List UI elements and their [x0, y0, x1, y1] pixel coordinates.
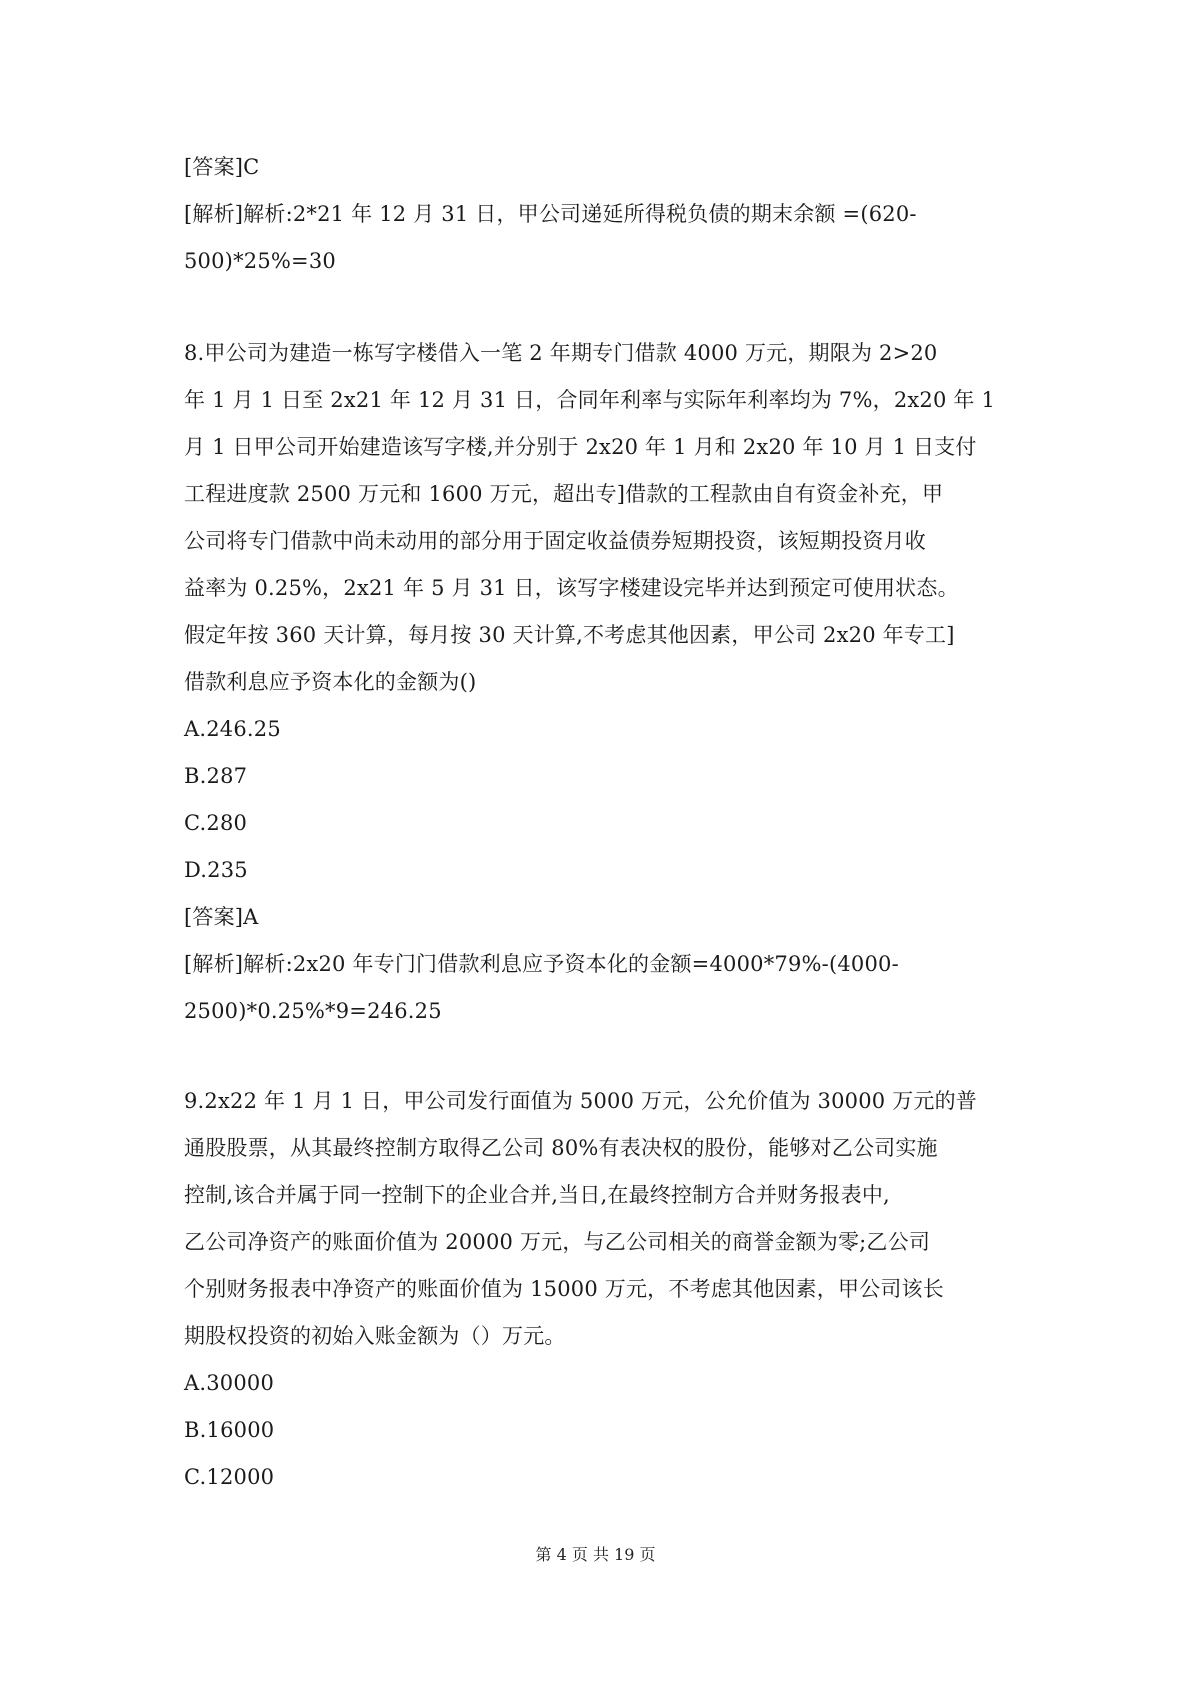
question-8-line: B.287: [184, 764, 248, 788]
question-8-line: 工程进度款 2500 万元和 1600 万元，超出专]借款的工程款由自有资金补充，甲: [184, 482, 944, 506]
question-8-line: C.280: [184, 811, 248, 835]
question-8-line: 8.甲公司为建造一栋写字楼借入一笔 2 年期专门借款 4000 万元，期限为 2>20: [184, 341, 938, 365]
question-9: [184, 1078, 1014, 1501]
q7-answer-block: [184, 144, 1014, 285]
question-9-line: 9.2x22 年 1 月 1 日，甲公司发行面值为 5000 万元，公允价值为 30000 万元的普: [184, 1089, 978, 1113]
question-8-line: 公司将专门借款中尚未动用的部分用于固定收益债券短期投资，该短期投资月收: [184, 529, 926, 553]
question-9-line: 通股股票，从其最终控制方取得乙公司 80%有表决权的股份，能够对乙公司实施: [184, 1136, 938, 1160]
question-8-line: 益率为 0.25%，2x21 年 5 月 31 日，该写字楼建设完毕并达到预定可使用状态。: [184, 576, 959, 600]
question-8-line: 借款利息应予资本化的金额为(): [184, 670, 477, 694]
question-8: [184, 330, 1014, 1035]
question-8-line: D.235: [184, 858, 248, 882]
question-9-line: 个别财务报表中净资产的账面价值为 15000 万元，不考虑其他因素，甲公司该长: [184, 1277, 944, 1301]
question-9-line: 乙公司净资产的账面价值为 20000 万元，与乙公司相关的商誉金额为零;乙公司: [184, 1230, 931, 1254]
q7-answer-block-line: 500)*25%=30: [184, 249, 336, 273]
question-8-line: [解析]解析:2x20 年专门门借款利息应予资本化的金额=4000*79%-(4000-: [184, 952, 899, 976]
question-8-line: A.246.25: [184, 717, 281, 741]
question-8-line: 月 1 日甲公司开始建造该写字楼,并分别于 2x20 年 1 月和 2x20 年 10 月 1 日支付: [184, 435, 977, 459]
q7-answer-block-line: [答案]C: [184, 155, 260, 179]
question-9-line: C.12000: [184, 1465, 275, 1489]
page-footer: 第 4 页 共 19 页: [535, 1545, 656, 1564]
question-9-line: 控制,该合并属于同一控制下的企业合并,当日,在最终控制方合并财务报表中,: [184, 1183, 890, 1207]
question-8-line: 年 1 月 1 日至 2x21 年 12 月 31 日，合同年利率与实际年利率均为 7%，2x20 年 1: [184, 388, 996, 412]
question-8-line: 2500)*0.25%*9=246.25: [184, 999, 442, 1023]
question-8-line: 假定年按 360 天计算，每月按 30 天计算,不考虑其他因素，甲公司 2x20 年专工]: [184, 623, 955, 647]
question-9-line: 期股权投资的初始入账金额为（）万元。: [184, 1324, 566, 1348]
question-9-line: A.30000: [184, 1371, 275, 1395]
question-9-line: B.16000: [184, 1418, 275, 1442]
q7-answer-block-line: [解析]解析:2*21 年 12 月 31 日，甲公司递延所得税负债的期末余额 =(620-: [184, 202, 917, 226]
question-8-line: [答案]A: [184, 905, 259, 929]
